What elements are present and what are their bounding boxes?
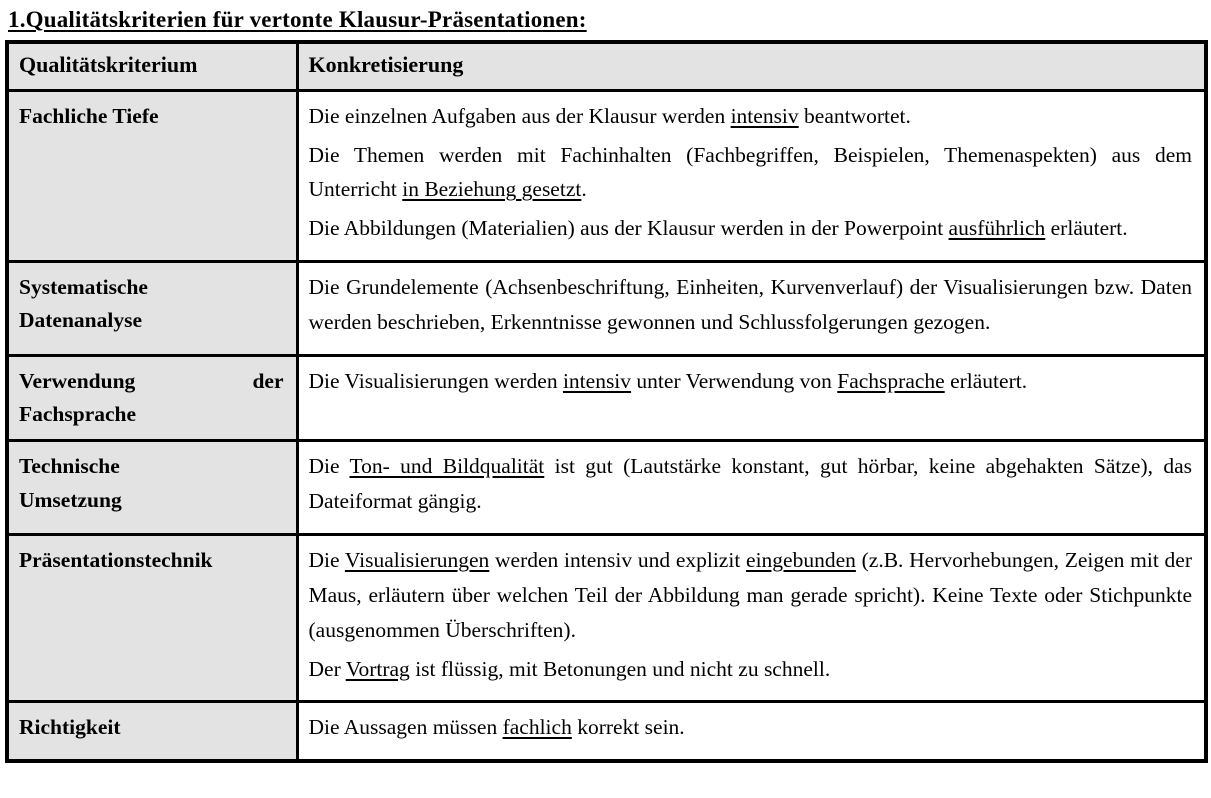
underlined-text: eingebunden <box>746 548 856 573</box>
text-segment: erläutert. <box>1045 216 1128 241</box>
text-segment: . <box>581 177 587 202</box>
underlined-text: in Beziehung gesetzt <box>402 177 582 202</box>
criterion-label-line <box>19 365 284 398</box>
text-segment: Die Grundelemente (Achsenbeschriftung, Einheiten, Kurvenverlauf) der Visualisierungen bzw. Daten werden beschrieben, Erkenntnisse gewonnen und Schlussfolgerungen gezogen. <box>308 275 1192 334</box>
criterion-label-line: Datenanalyse <box>19 308 143 333</box>
criterion-label-line: Systematische <box>19 275 148 300</box>
table-row <box>7 90 1206 261</box>
page-title: 1.Qualitätskriterien für vertonte Klausur-Präsentationen: <box>8 7 587 32</box>
underlined-text: intensiv <box>730 103 799 128</box>
text-segment: unter Verwendung von <box>631 368 838 393</box>
detail-cell <box>297 535 1206 702</box>
header-cell-detail: Konkretisierung <box>297 42 1206 90</box>
underlined-text: ausführlich <box>948 216 1046 241</box>
text-segment: Die Themen werden mit Fachinhalten (Fachbegriffen, Beispielen, Themenaspekten) aus dem Unterricht <box>308 142 1192 202</box>
detail-paragraph <box>309 138 1193 208</box>
detail-cell <box>297 355 1206 441</box>
criterion-cell <box>7 535 297 702</box>
table-row <box>7 702 1206 761</box>
text-segment: werden intensiv und explizit <box>489 548 747 573</box>
underlined-text: Fachsprache <box>837 368 945 393</box>
text-segment: erläutert. <box>944 368 1028 393</box>
detail-cell <box>297 262 1206 356</box>
text-segment: Die einzelnen Aufgaben aus der Klausur werden <box>308 103 731 128</box>
criterion-cell <box>7 355 297 441</box>
detail-cell <box>297 702 1206 761</box>
underlined-text: fachlich <box>502 715 572 740</box>
detail-cell <box>297 441 1206 535</box>
text-segment: beantwortet. <box>798 103 911 128</box>
detail-paragraph <box>309 710 1193 745</box>
detail-paragraph <box>309 364 1193 399</box>
underlined-text: Ton- und Bildqualität <box>349 454 545 479</box>
text-segment: Die <box>308 548 345 573</box>
underlined-text: Vortrag <box>345 656 410 681</box>
table-row <box>7 355 1206 441</box>
detail-paragraph <box>309 449 1193 519</box>
text-segment: Die Visualisierungen werden <box>308 368 563 393</box>
criterion-label-line: Präsentationstechnik <box>19 548 213 573</box>
text-segment: Der <box>308 656 346 681</box>
criterion-label-line: Umsetzung <box>19 487 122 512</box>
criterion-cell <box>7 262 297 356</box>
detail-paragraph <box>309 270 1193 340</box>
underlined-text: intensiv <box>562 368 632 393</box>
criteria-table-body <box>7 90 1206 761</box>
text-segment: Die Abbildungen (Materialien) aus der Klausur werden in der Powerpoint <box>308 216 949 241</box>
detail-cell <box>297 90 1206 261</box>
text-segment: Die Aussagen müssen <box>308 715 503 740</box>
text-segment: Die <box>308 454 350 479</box>
criterion-label-word: der <box>252 368 284 393</box>
header-row <box>7 42 1206 90</box>
underlined-text: Visualisierungen <box>344 548 490 573</box>
table-row <box>7 262 1206 356</box>
header-cell-criterion: Qualitätskriterium <box>7 42 297 90</box>
criterion-label-line: Technische <box>19 454 120 479</box>
detail-paragraph <box>309 211 1193 246</box>
criterion-label-line: Fachliche Tiefe <box>19 103 159 128</box>
criterion-cell <box>7 702 297 761</box>
text-segment: korrekt sein. <box>571 715 685 740</box>
criterion-cell <box>7 441 297 535</box>
detail-paragraph <box>309 99 1193 134</box>
text-segment: (z.B. Hervorhebungen, Zeigen mit der Maus, erläutern über welchen Teil der Abbildung man gerade spricht). Keine Texte oder Stichpunkte (ausgenommen Überschriften). <box>308 548 1192 642</box>
table-row <box>7 441 1206 535</box>
quality-criteria-table <box>5 40 1208 763</box>
table-row <box>7 535 1206 702</box>
criterion-label-line: Richtigkeit <box>19 715 121 740</box>
detail-paragraph <box>309 543 1193 647</box>
criterion-label-word: Verwendung <box>19 368 136 393</box>
text-segment: ist gut (Lautstärke konstant, gut hörbar, keine abgehakten Sätze), das Dateiformat gängig. <box>308 454 1193 514</box>
text-segment: ist flüssig, mit Betonungen und nicht zu schnell. <box>409 656 831 681</box>
table-header <box>7 42 1206 90</box>
detail-paragraph <box>309 652 1193 687</box>
criterion-label-line: Fachsprache <box>19 402 137 427</box>
criterion-cell <box>7 90 297 261</box>
